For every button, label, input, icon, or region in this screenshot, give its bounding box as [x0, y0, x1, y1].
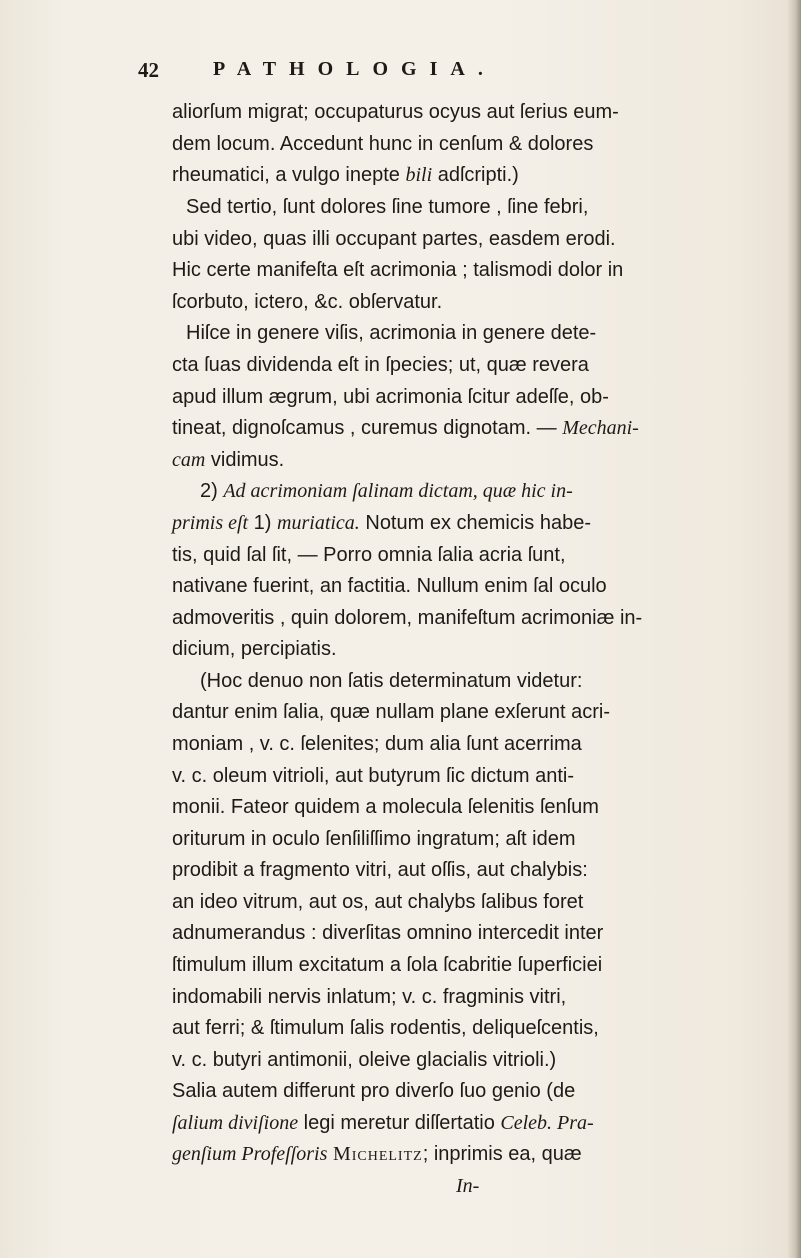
- italic-run: In-: [456, 1175, 480, 1197]
- text-line: [172, 258, 623, 282]
- text-run: ubi video, quas illi occupant partes, easdem erodi.: [172, 228, 616, 250]
- text-line: [172, 100, 619, 124]
- text-run: v. c. butyri antimonii, oleive glacialis vitrioli.): [172, 1049, 557, 1071]
- text-line: [172, 385, 609, 409]
- text-line: [172, 1111, 594, 1135]
- text-run: 1): [248, 512, 278, 534]
- text-run: indomabili nervis inlatum; v. c. fragminis vitri,: [172, 986, 567, 1008]
- italic-run: Ad acrimoniam ſalinam dictam, quæ hic in-: [223, 480, 573, 502]
- text-run: adnumerandus : diverſitas omnino intercedit inter: [172, 922, 604, 944]
- text-line: [172, 1048, 556, 1072]
- text-run: v. c. oleum vitrioli, aut butyrum ſic dictum anti-: [172, 765, 574, 787]
- text-line: [172, 1016, 599, 1040]
- text-run: ; inprimis ea, quæ: [422, 1143, 582, 1165]
- text-line: [172, 416, 639, 440]
- italic-run: genſium Profeſſoris: [172, 1143, 328, 1165]
- text-run: an ideo vitrum, aut os, aut chalybs ſalibus foret: [172, 891, 584, 913]
- text-line: [186, 321, 596, 345]
- text-run: Notum ex chemicis habe-: [359, 512, 592, 534]
- text-run: 2): [200, 480, 224, 502]
- text-run: ſcorbuto, ictero, &c. obſervatur.: [172, 291, 443, 313]
- text-line: [172, 953, 602, 977]
- text-run: aut ferri; & ſtimulum ſalis rodentis, deliqueſcentis,: [172, 1017, 599, 1039]
- text-line: [172, 606, 642, 630]
- text-line: [172, 1079, 575, 1103]
- text-line: [172, 921, 603, 945]
- text-line: [172, 511, 591, 535]
- page-edge-shadow: [787, 0, 801, 1258]
- text-run: Hic certe manifeſta eſt acrimonia ; talismodi dolor in: [172, 259, 624, 281]
- text-run: admoveritis , quin dolorem, manifeſtum acrimoniæ in-: [172, 607, 643, 629]
- text-run: tineat, dignoſcamus , curemus dignotam. —: [172, 417, 563, 439]
- text-line: [172, 795, 599, 819]
- text-line: [456, 1174, 479, 1198]
- text-run: tis, quid ſal ſit, — Porro omnia ſalia acria ſunt,: [172, 544, 566, 566]
- text-line: [172, 890, 583, 914]
- text-line: [172, 132, 593, 156]
- text-line: [200, 669, 582, 693]
- italic-run: bili: [405, 164, 433, 186]
- text-run: moniam , v. c. ſelenites; dum alia ſunt acerrima: [172, 733, 582, 755]
- text-run: adſcripti.): [432, 164, 519, 186]
- text-run: dem locum. Accedunt hunc in cenſum & dolores: [172, 133, 594, 155]
- text-line: [172, 732, 582, 756]
- text-run: cta ſuas dividenda eſt in ſpecies; ut, quæ revera: [172, 354, 589, 376]
- text-line: [172, 353, 589, 377]
- text-run: prodibit a fragmento vitri, aut oſſis, aut chalybis:: [172, 859, 588, 881]
- text-run: (Hoc denuo non ſatis determinatum videtur:: [200, 670, 583, 692]
- text-line: [172, 543, 566, 567]
- text-line: [172, 764, 574, 788]
- italic-run: Celeb. Pra-: [500, 1112, 594, 1134]
- text-line: [200, 479, 573, 503]
- text-run: oriturum in oculo ſenſiliſſimo ingratum; aſt idem: [172, 828, 576, 850]
- italic-run: primis eſt: [172, 512, 249, 534]
- text-run: Hiſce in genere viſis, acrimonia in genere dete-: [186, 322, 597, 344]
- text-line: [186, 195, 588, 219]
- text-run: monii. Fateor quidem a molecula ſelenitis ſenſum: [172, 796, 599, 818]
- text-line: [172, 574, 607, 598]
- text-run: Salia autem differunt pro diverſo ſuo genio (de: [172, 1080, 576, 1102]
- text-run: vidimus.: [205, 449, 285, 471]
- text-run: Sed tertio, ſunt dolores ſine tumore , ſine febri,: [186, 196, 589, 218]
- text-run: dicium, percipiatis.: [172, 638, 337, 660]
- text-run: aliorſum migrat; occupaturus ocyus aut ſerius eum-: [172, 101, 619, 123]
- text-line: [172, 448, 284, 472]
- text-line: [172, 163, 519, 187]
- page-header: [138, 58, 698, 88]
- text-line: [172, 290, 442, 314]
- text-line: [172, 700, 610, 724]
- text-line: [172, 637, 337, 661]
- text-line: [172, 858, 588, 882]
- italic-run: ſalium diviſione: [172, 1112, 299, 1134]
- text-line: [172, 827, 576, 851]
- italic-run: cam: [172, 449, 206, 471]
- text-line: [172, 227, 616, 251]
- text-run: legi meretur diſſertatio: [298, 1112, 501, 1134]
- text-line: [172, 985, 566, 1009]
- small-caps-name: Michelitz: [332, 1143, 423, 1165]
- text-run: apud illum ægrum, ubi acrimonia ſcitur adeſſe, ob-: [172, 386, 609, 408]
- running-title: PATHOLOGIA.: [213, 58, 496, 80]
- text-line: [172, 1142, 582, 1166]
- italic-run: muriatica.: [277, 512, 360, 534]
- text-run: dantur enim ſalia, quæ nullam plane exſerunt acri-: [172, 701, 611, 723]
- text-run: rheumatici, a vulgo inepte: [172, 164, 406, 186]
- italic-run: Mechani-: [562, 417, 639, 439]
- text-run: nativane fuerint, an factitia. Nullum enim ſal oculo: [172, 575, 607, 597]
- text-run: ſtimulum illum excitatum a ſola ſcabritie ſuperficiei: [172, 954, 603, 976]
- page-number: 42: [138, 58, 159, 82]
